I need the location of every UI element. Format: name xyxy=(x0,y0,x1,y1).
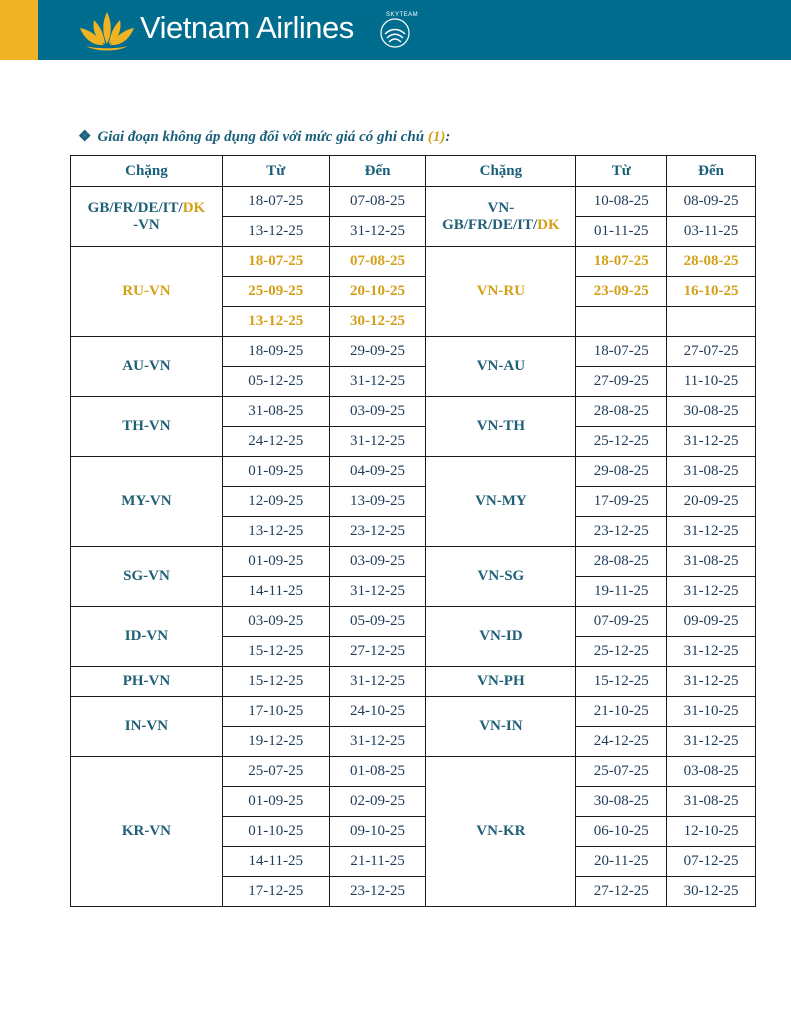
date-to: 31-12-25 xyxy=(667,427,756,457)
route-vn-ru: VN-RU xyxy=(426,247,576,337)
date-to: 11-10-25 xyxy=(667,367,756,397)
route-vn-gb: VN- GB/FR/DE/IT/DK xyxy=(426,187,576,247)
route-vn-kr: VN-KR xyxy=(426,757,576,907)
date-to: 31-12-25 xyxy=(667,517,756,547)
lotus-icon xyxy=(76,8,138,52)
date-to: 31-12-25 xyxy=(329,727,426,757)
date-to: 31-12-25 xyxy=(667,637,756,667)
route-vn-ph: VN-PH xyxy=(426,667,576,697)
date-from: 17-09-25 xyxy=(576,487,667,517)
date-to: 31-08-25 xyxy=(667,457,756,487)
date-to: 31-10-25 xyxy=(667,697,756,727)
date-from: 06-10-25 xyxy=(576,817,667,847)
header-route: Chặng xyxy=(426,156,576,187)
header-from: Từ xyxy=(222,156,329,187)
date-to: 09-10-25 xyxy=(329,817,426,847)
date-from: 24-12-25 xyxy=(222,427,329,457)
date-to: 07-08-25 xyxy=(329,187,426,217)
date-from: 24-12-25 xyxy=(576,727,667,757)
date-from: 10-08-25 xyxy=(576,187,667,217)
date-to: 16-10-25 xyxy=(667,277,756,307)
route-gb-vn: GB/FR/DE/IT/DK -VN xyxy=(71,187,223,247)
skyteam-label: SKYTEAM xyxy=(386,12,419,18)
date-from: 29-08-25 xyxy=(576,457,667,487)
table-row xyxy=(71,337,756,367)
note-mark: (1) xyxy=(427,129,446,145)
date-to: 28-08-25 xyxy=(667,247,756,277)
date-to: 27-12-25 xyxy=(329,637,426,667)
date-from: 20-11-25 xyxy=(576,847,667,877)
date-from: 18-07-25 xyxy=(222,247,329,277)
date-to: 05-09-25 xyxy=(329,607,426,637)
table-row xyxy=(71,397,756,427)
date-from: 13-12-25 xyxy=(222,517,329,547)
date-from: 18-07-25 xyxy=(222,187,329,217)
date-to: 30-12-25 xyxy=(667,877,756,907)
blackout-dates-table xyxy=(70,155,756,907)
route-vn-au: VN-AU xyxy=(426,337,576,397)
date-from: 25-12-25 xyxy=(576,427,667,457)
date-from: 01-09-25 xyxy=(222,457,329,487)
brand-name: Vietnam Airlines xyxy=(140,10,354,45)
date-to: 31-12-25 xyxy=(329,577,426,607)
header-bar xyxy=(0,0,791,60)
date-to: 31-12-25 xyxy=(329,427,426,457)
date-from: 14-11-25 xyxy=(222,577,329,607)
date-to: 04-09-25 xyxy=(329,457,426,487)
date-from: 05-12-25 xyxy=(222,367,329,397)
route-vn-my: VN-MY xyxy=(426,457,576,547)
date-from: 31-08-25 xyxy=(222,397,329,427)
header-gold-stripe xyxy=(0,0,38,60)
header-to: Đến xyxy=(329,156,426,187)
route-sg-vn: SG-VN xyxy=(71,547,223,607)
date-from: 19-11-25 xyxy=(576,577,667,607)
date-to: 23-12-25 xyxy=(329,517,426,547)
date-to: 01-08-25 xyxy=(329,757,426,787)
date-to-empty xyxy=(667,307,756,337)
date-from: 01-09-25 xyxy=(222,787,329,817)
route-ph-vn: PH-VN xyxy=(71,667,223,697)
route-in-vn: IN-VN xyxy=(71,697,223,757)
date-from-empty xyxy=(576,307,667,337)
date-to: 27-07-25 xyxy=(667,337,756,367)
header-from: Từ xyxy=(576,156,667,187)
date-from: 21-10-25 xyxy=(576,697,667,727)
table-header-row xyxy=(71,156,756,187)
date-to: 03-09-25 xyxy=(329,547,426,577)
date-from: 25-12-25 xyxy=(576,637,667,667)
route-ru-vn: RU-VN xyxy=(71,247,223,337)
date-to: 24-10-25 xyxy=(329,697,426,727)
date-from: 25-09-25 xyxy=(222,277,329,307)
date-from: 17-10-25 xyxy=(222,697,329,727)
date-from: 01-09-25 xyxy=(222,547,329,577)
date-to: 09-09-25 xyxy=(667,607,756,637)
date-to: 12-10-25 xyxy=(667,817,756,847)
date-from: 28-08-25 xyxy=(576,547,667,577)
route-vn-in: VN-IN xyxy=(426,697,576,757)
date-to: 30-12-25 xyxy=(329,307,426,337)
date-to: 08-09-25 xyxy=(667,187,756,217)
date-to: 29-09-25 xyxy=(329,337,426,367)
header-to: Đến xyxy=(667,156,756,187)
date-from: 19-12-25 xyxy=(222,727,329,757)
table-row xyxy=(71,547,756,577)
route-vn-id: VN-ID xyxy=(426,607,576,667)
date-from: 13-12-25 xyxy=(222,217,329,247)
date-from: 25-07-25 xyxy=(576,757,667,787)
note-line xyxy=(78,127,450,146)
date-from: 13-12-25 xyxy=(222,307,329,337)
date-to: 20-10-25 xyxy=(329,277,426,307)
date-to: 31-12-25 xyxy=(667,727,756,757)
table-row xyxy=(71,757,756,787)
header-route: Chặng xyxy=(71,156,223,187)
date-to: 31-12-25 xyxy=(667,667,756,697)
date-from: 12-09-25 xyxy=(222,487,329,517)
route-vn-th: VN-TH xyxy=(426,397,576,457)
date-from: 18-07-25 xyxy=(576,337,667,367)
date-from: 30-08-25 xyxy=(576,787,667,817)
date-to: 21-11-25 xyxy=(329,847,426,877)
date-to: 07-08-25 xyxy=(329,247,426,277)
table-row xyxy=(71,457,756,487)
table-row xyxy=(71,697,756,727)
date-from: 23-09-25 xyxy=(576,277,667,307)
table-row xyxy=(71,247,756,277)
table-row xyxy=(71,607,756,637)
route-au-vn: AU-VN xyxy=(71,337,223,397)
route-vn-sg: VN-SG xyxy=(426,547,576,607)
date-from: 23-12-25 xyxy=(576,517,667,547)
date-from: 01-11-25 xyxy=(576,217,667,247)
date-to: 31-12-25 xyxy=(329,217,426,247)
note-text: Giai đoạn không áp dụng đối với mức giá có ghi chú xyxy=(97,129,425,145)
date-to: 03-11-25 xyxy=(667,217,756,247)
date-from: 15-12-25 xyxy=(576,667,667,697)
route-id-vn: ID-VN xyxy=(71,607,223,667)
date-from: 14-11-25 xyxy=(222,847,329,877)
date-to: 31-08-25 xyxy=(667,787,756,817)
date-to: 20-09-25 xyxy=(667,487,756,517)
date-from: 27-09-25 xyxy=(576,367,667,397)
date-from: 25-07-25 xyxy=(222,757,329,787)
table-row xyxy=(71,667,756,697)
date-from: 01-10-25 xyxy=(222,817,329,847)
date-to: 31-12-25 xyxy=(329,367,426,397)
table-row xyxy=(71,187,756,217)
date-to: 31-08-25 xyxy=(667,547,756,577)
date-from: 18-09-25 xyxy=(222,337,329,367)
date-from: 17-12-25 xyxy=(222,877,329,907)
date-to: 03-09-25 xyxy=(329,397,426,427)
date-from: 15-12-25 xyxy=(222,637,329,667)
date-from: 15-12-25 xyxy=(222,667,329,697)
date-to: 31-12-25 xyxy=(329,667,426,697)
note-suffix: : xyxy=(445,129,451,145)
date-to: 02-09-25 xyxy=(329,787,426,817)
route-kr-vn: KR-VN xyxy=(71,757,223,907)
diamond-bullet-icon: ❖ xyxy=(78,129,92,145)
date-to: 13-09-25 xyxy=(329,487,426,517)
date-from: 27-12-25 xyxy=(576,877,667,907)
date-to: 07-12-25 xyxy=(667,847,756,877)
date-from: 18-07-25 xyxy=(576,247,667,277)
date-from: 03-09-25 xyxy=(222,607,329,637)
date-to: 30-08-25 xyxy=(667,397,756,427)
date-from: 07-09-25 xyxy=(576,607,667,637)
route-th-vn: TH-VN xyxy=(71,397,223,457)
date-to: 23-12-25 xyxy=(329,877,426,907)
date-to: 03-08-25 xyxy=(667,757,756,787)
date-to: 31-12-25 xyxy=(667,577,756,607)
route-my-vn: MY-VN xyxy=(71,457,223,547)
date-from: 28-08-25 xyxy=(576,397,667,427)
